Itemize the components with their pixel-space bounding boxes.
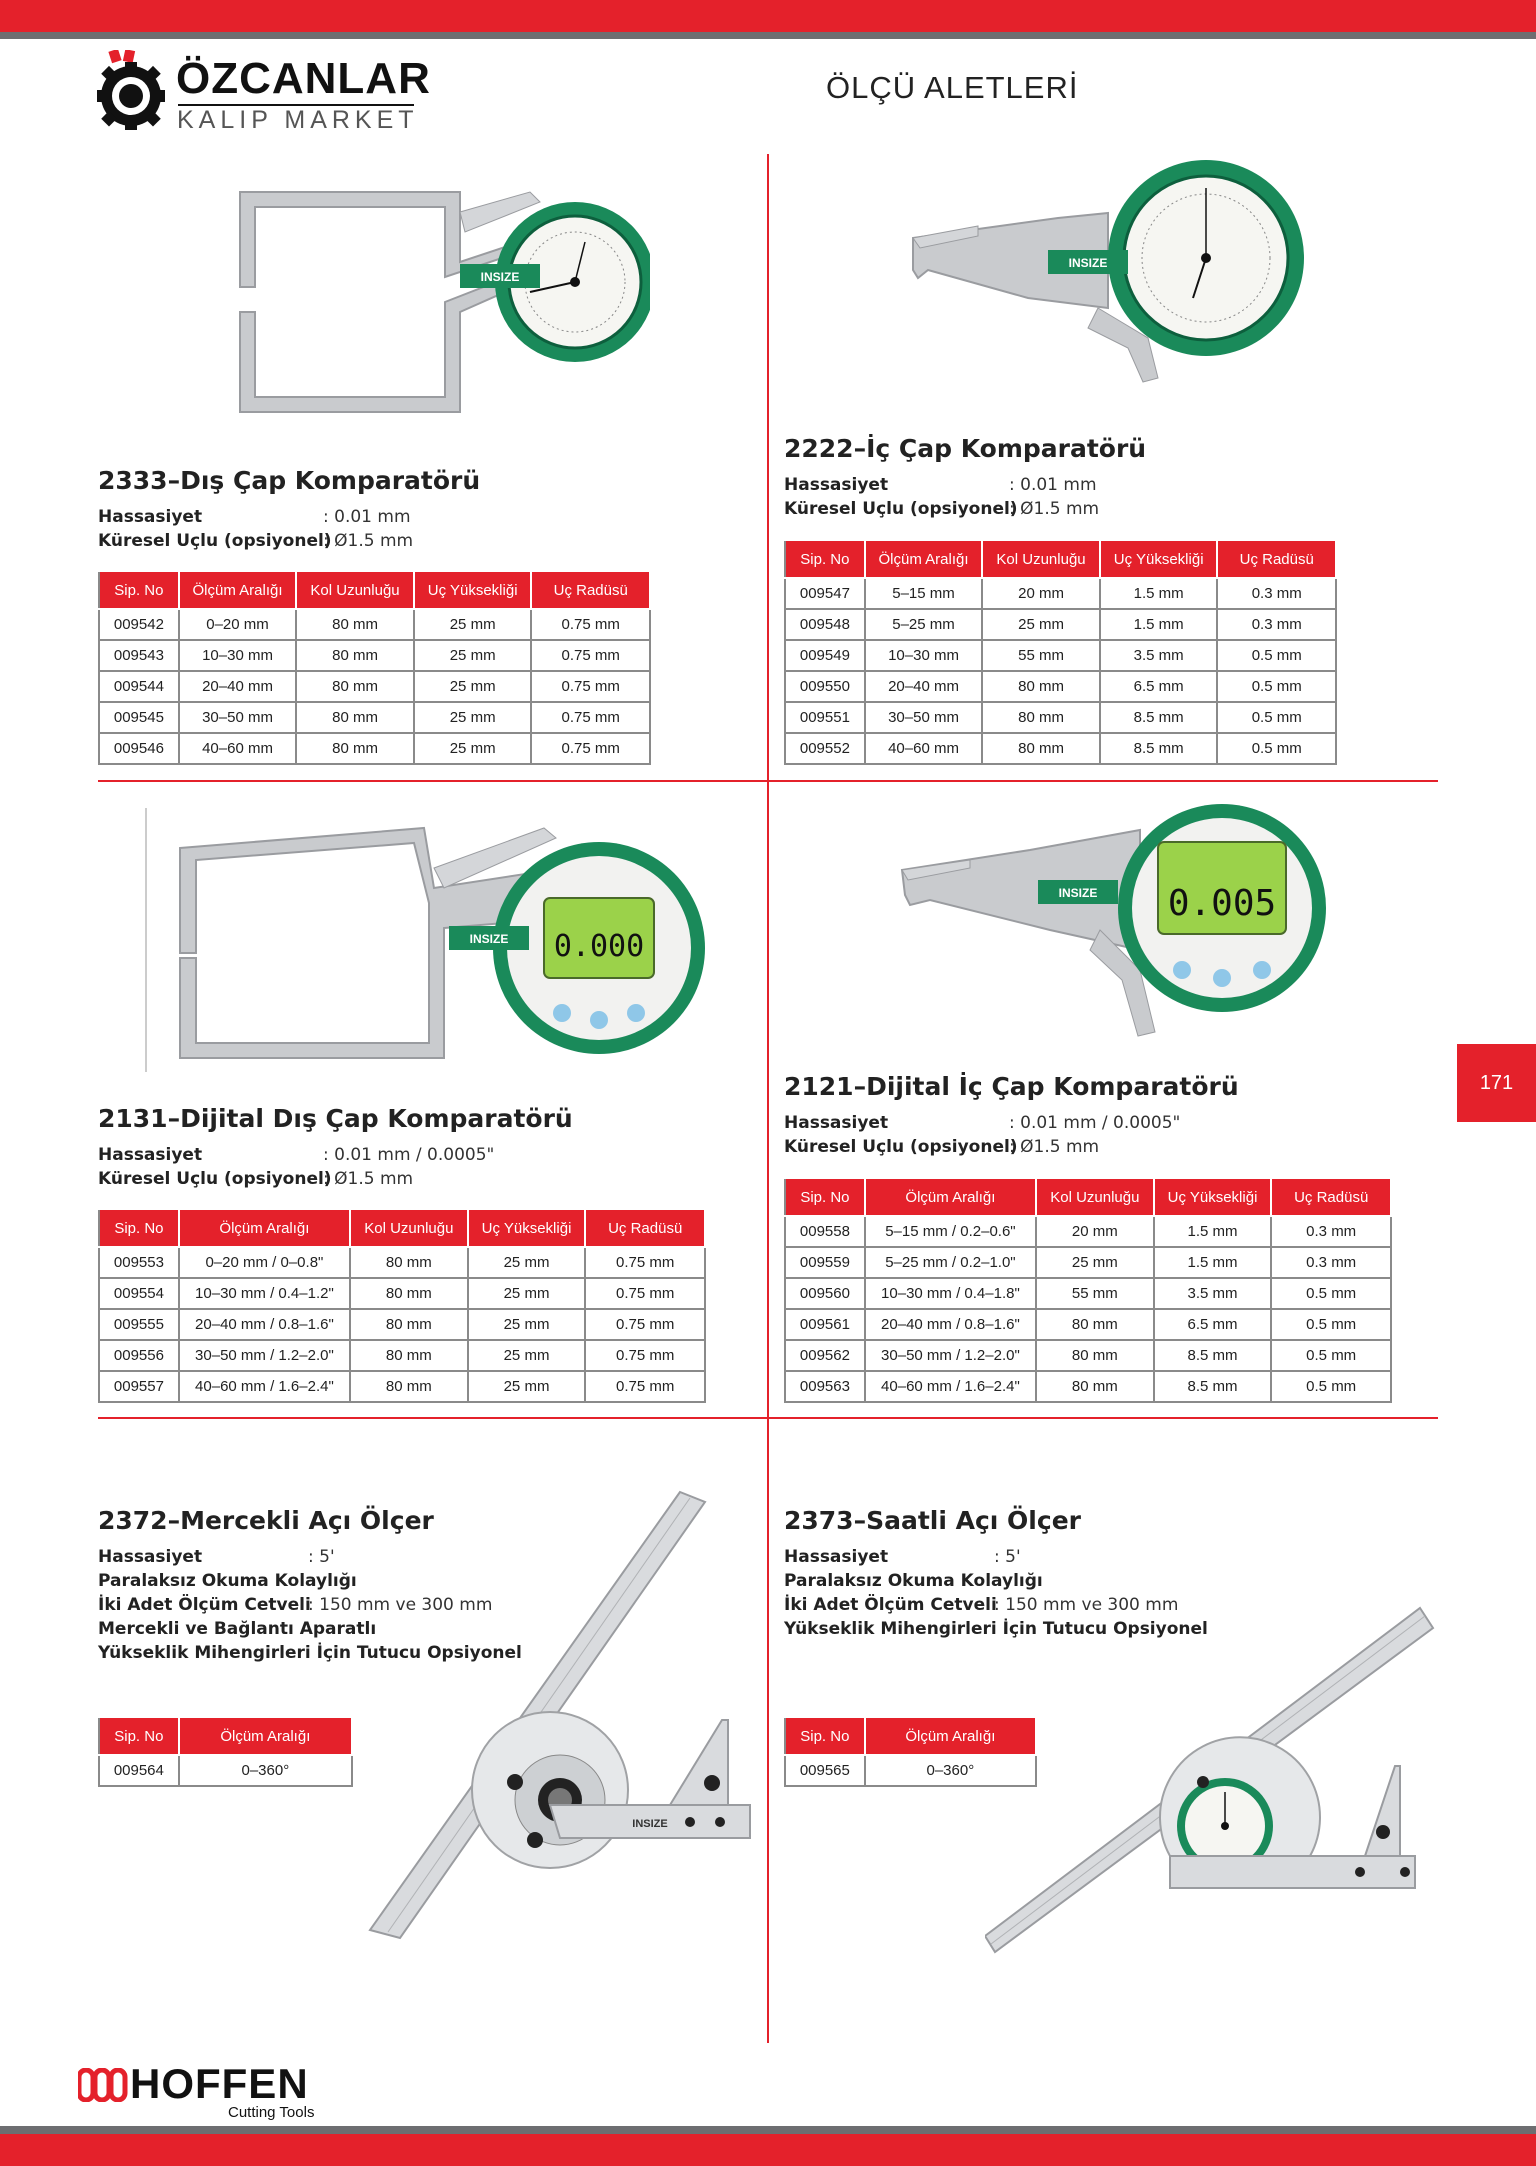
table-row xyxy=(785,1340,1391,1371)
spec-label: Küresel Uçlu (opsiyonel) xyxy=(98,1169,332,1189)
table-cell: 80 mm xyxy=(1036,1371,1154,1402)
table-cell: 009553 xyxy=(99,1247,179,1278)
product-table-2373 xyxy=(784,1716,1037,1787)
table-cell: 009559 xyxy=(785,1247,865,1278)
product-table-2121 xyxy=(784,1177,1392,1403)
table-cell: 3.5 mm xyxy=(1100,640,1218,671)
table-cell: 80 mm xyxy=(1036,1309,1154,1340)
column-header: Sip. No xyxy=(785,1178,865,1216)
column-header: Ölçüm Aralığı xyxy=(179,1717,352,1755)
column-divider-1 xyxy=(767,154,769,781)
table-cell: 80 mm xyxy=(296,609,414,640)
spec-row xyxy=(98,1593,522,1617)
table-cell: 0.5 mm xyxy=(1217,733,1336,764)
table-header-row xyxy=(785,1717,1036,1755)
spec-row xyxy=(98,1569,522,1593)
table-cell: 8.5 mm xyxy=(1100,702,1218,733)
table-row xyxy=(785,1216,1391,1247)
table-cell: 009565 xyxy=(785,1755,865,1786)
table-row xyxy=(99,702,650,733)
spec-row xyxy=(98,1617,522,1641)
table-cell: 80 mm xyxy=(1036,1340,1154,1371)
spec-row xyxy=(784,1617,1208,1641)
table-cell: 0–360° xyxy=(179,1755,352,1786)
table-cell: 10–30 mm xyxy=(865,640,982,671)
spec-label: Hassasiyet xyxy=(784,1547,889,1567)
column-header: Uç Yüksekliği xyxy=(1154,1178,1272,1216)
table-row xyxy=(785,1309,1391,1340)
bottom-red-bar xyxy=(0,2134,1536,2166)
table-cell: 30–50 mm xyxy=(865,702,982,733)
table-cell: 0.5 mm xyxy=(1217,702,1336,733)
product-title: 2373–Saatli Açı Ölçer xyxy=(784,1506,1081,1535)
gear-logo-icon xyxy=(96,50,172,130)
spec-row xyxy=(784,1111,1239,1135)
product-table-2333 xyxy=(98,570,651,765)
spec-label: Hassasiyet xyxy=(98,1547,203,1567)
table-row xyxy=(99,1309,705,1340)
table-cell: 8.5 mm xyxy=(1154,1371,1272,1402)
product-2372 xyxy=(98,1506,522,1665)
product-specs xyxy=(98,1545,522,1665)
table-cell: 0.5 mm xyxy=(1217,640,1336,671)
table-cell: 1.5 mm xyxy=(1100,578,1218,609)
spec-label: İki Adet Ölçüm Cetveli xyxy=(784,1595,997,1615)
product-2333 xyxy=(98,466,480,553)
table-cell: 009545 xyxy=(99,702,179,733)
table-cell: 009558 xyxy=(785,1216,865,1247)
table-cell: 009543 xyxy=(99,640,179,671)
column-header: Sip. No xyxy=(99,571,179,609)
table-row xyxy=(785,1755,1036,1786)
table-row xyxy=(785,671,1336,702)
table-cell: 25 mm xyxy=(414,640,532,671)
table-cell: 1.5 mm xyxy=(1154,1216,1272,1247)
table-cell: 0.75 mm xyxy=(585,1309,705,1340)
spec-label: Yükseklik Mihengirleri İçin Tutucu Opsiyonel xyxy=(784,1619,1208,1639)
table-cell: 009562 xyxy=(785,1340,865,1371)
table-row xyxy=(785,578,1336,609)
table-cell: 25 mm xyxy=(414,702,532,733)
table-row xyxy=(785,702,1336,733)
table-cell: 009560 xyxy=(785,1278,865,1309)
table-cell: 20 mm xyxy=(982,578,1100,609)
outer-dial-caliper-image xyxy=(230,172,650,422)
table-cell: 009546 xyxy=(99,733,179,764)
table-cell: 20–40 mm xyxy=(179,671,296,702)
column-header: Uç Yüksekliği xyxy=(1100,540,1218,578)
table-cell: 5–15 mm / 0.2–0.6" xyxy=(865,1216,1036,1247)
table-cell: 1.5 mm xyxy=(1154,1247,1272,1278)
spec-row xyxy=(98,1167,573,1191)
product-table-2222 xyxy=(784,539,1337,765)
table-cell: 20–40 mm / 0.8–1.6" xyxy=(865,1309,1036,1340)
table-cell: 40–60 mm xyxy=(179,733,296,764)
table-cell: 0.75 mm xyxy=(585,1371,705,1402)
column-header: Uç Radüsü xyxy=(1217,540,1336,578)
spec-row xyxy=(98,1143,573,1167)
table-cell: 1.5 mm xyxy=(1100,609,1218,640)
spec-value: : 0.01 mm xyxy=(1009,475,1097,495)
table-row xyxy=(785,1371,1391,1402)
table-cell: 20–40 mm / 0.8–1.6" xyxy=(179,1309,350,1340)
column-divider-3 xyxy=(767,1419,769,2043)
table-row xyxy=(785,609,1336,640)
table-row xyxy=(785,640,1336,671)
column-header: Ölçüm Aralığı xyxy=(865,540,982,578)
product-specs xyxy=(98,505,480,553)
column-header: Sip. No xyxy=(785,1717,865,1755)
table-cell: 009564 xyxy=(99,1755,179,1786)
column-header: Kol Uzunluğu xyxy=(1036,1178,1154,1216)
product-title: 2372–Mercekli Açı Ölçer xyxy=(98,1506,434,1535)
table-cell: 0.75 mm xyxy=(585,1340,705,1371)
table-cell: 80 mm xyxy=(296,733,414,764)
column-header: Uç Radüsü xyxy=(585,1209,705,1247)
hoffen-mark-icon xyxy=(78,2068,128,2102)
table-row xyxy=(99,1340,705,1371)
column-header: Ölçüm Aralığı xyxy=(179,1209,350,1247)
table-cell: 25 mm xyxy=(468,1278,586,1309)
column-header: Kol Uzunluğu xyxy=(296,571,414,609)
table-header-row xyxy=(99,1717,352,1755)
table-cell: 25 mm xyxy=(414,671,532,702)
table-cell: 80 mm xyxy=(350,1371,468,1402)
table-row xyxy=(785,733,1336,764)
table-row xyxy=(99,640,650,671)
table-cell: 009552 xyxy=(785,733,865,764)
table-row xyxy=(99,1371,705,1402)
table-cell: 30–50 mm / 1.2–2.0" xyxy=(179,1340,350,1371)
table-cell: 0.3 mm xyxy=(1217,609,1336,640)
table-row xyxy=(99,671,650,702)
spec-row xyxy=(98,529,480,553)
table-cell: 0–360° xyxy=(865,1755,1036,1786)
table-cell: 009554 xyxy=(99,1278,179,1309)
table-cell: 009548 xyxy=(785,609,865,640)
table-row xyxy=(99,733,650,764)
product-title: 2333–Dış Çap Komparatörü xyxy=(98,466,481,495)
table-cell: 25 mm xyxy=(468,1309,586,1340)
product-table-2372 xyxy=(98,1716,353,1787)
table-cell: 25 mm xyxy=(468,1371,586,1402)
product-specs xyxy=(784,1111,1239,1159)
table-cell: 20 mm xyxy=(1036,1216,1154,1247)
spec-row xyxy=(784,473,1146,497)
column-header: Uç Yüksekliği xyxy=(468,1209,586,1247)
insize-label: INSIZE xyxy=(469,932,509,946)
table-header-row xyxy=(99,571,650,609)
table-cell: 0.75 mm xyxy=(585,1278,705,1309)
spec-label: İki Adet Ölçüm Cetveli xyxy=(98,1595,311,1615)
inner-dial-caliper-image xyxy=(908,158,1318,394)
table-cell: 80 mm xyxy=(350,1278,468,1309)
spec-row xyxy=(784,1135,1239,1159)
table-cell: 0.75 mm xyxy=(531,702,650,733)
table-cell: 0.3 mm xyxy=(1217,578,1336,609)
product-2121 xyxy=(784,1072,1239,1159)
table-cell: 6.5 mm xyxy=(1154,1309,1272,1340)
spec-row xyxy=(98,1545,522,1569)
spec-row xyxy=(784,1569,1208,1593)
table-cell: 55 mm xyxy=(1036,1278,1154,1309)
page-title: ÖLÇÜ ALETLERİ xyxy=(826,70,1079,105)
table-cell: 009547 xyxy=(785,578,865,609)
table-cell: 10–30 mm / 0.4–1.8" xyxy=(865,1278,1036,1309)
table-cell: 40–60 mm / 1.6–2.4" xyxy=(865,1371,1036,1402)
spec-value: : 0.01 mm / 0.0005" xyxy=(323,1145,495,1165)
table-cell: 25 mm xyxy=(468,1247,586,1278)
table-cell: 009555 xyxy=(99,1309,179,1340)
spec-value: : Ø1.5 mm xyxy=(1009,1137,1100,1157)
table-cell: 80 mm xyxy=(982,702,1100,733)
table-cell: 6.5 mm xyxy=(1100,671,1218,702)
table-cell: 0.5 mm xyxy=(1271,1278,1391,1309)
table-cell: 5–25 mm / 0.2–1.0" xyxy=(865,1247,1036,1278)
table-cell: 0.5 mm xyxy=(1217,671,1336,702)
spec-row xyxy=(784,1593,1208,1617)
table-cell: 25 mm xyxy=(414,733,532,764)
dial-protractor-image xyxy=(985,1606,1435,1956)
insize-label: INSIZE xyxy=(1058,886,1098,900)
table-cell: 009563 xyxy=(785,1371,865,1402)
spec-label: Mercekli ve Bağlantı Aparatlı xyxy=(98,1619,377,1639)
table-cell: 009542 xyxy=(99,609,179,640)
table-cell: 80 mm xyxy=(296,702,414,733)
table-cell: 5–25 mm xyxy=(865,609,982,640)
spec-label: Hassasiyet xyxy=(784,1113,889,1133)
table-header-row xyxy=(785,540,1336,578)
spec-value: : Ø1.5 mm xyxy=(323,1169,414,1189)
table-cell: 0.75 mm xyxy=(531,609,650,640)
spec-row xyxy=(784,497,1146,521)
table-cell: 25 mm xyxy=(414,609,532,640)
spec-value: : Ø1.5 mm xyxy=(1009,499,1100,519)
spec-label: Paralaksız Okuma Kolaylığı xyxy=(98,1571,357,1591)
product-title: 2131–Dijital Dış Çap Komparatörü xyxy=(98,1104,573,1133)
hoffen-logo xyxy=(78,2060,338,2120)
table-cell: 8.5 mm xyxy=(1100,733,1218,764)
spec-label: Hassasiyet xyxy=(784,475,889,495)
insize-label: INSIZE xyxy=(1068,256,1108,270)
insize-label: INSIZE xyxy=(632,1818,668,1830)
spec-label: Küresel Uçlu (opsiyonel) xyxy=(784,1137,1018,1157)
table-cell: 80 mm xyxy=(982,733,1100,764)
table-cell: 3.5 mm xyxy=(1154,1278,1272,1309)
table-cell: 0.5 mm xyxy=(1271,1309,1391,1340)
table-cell: 8.5 mm xyxy=(1154,1340,1272,1371)
table-cell: 30–50 mm xyxy=(179,702,296,733)
spec-label: Hassasiyet xyxy=(98,1145,203,1165)
column-header: Sip. No xyxy=(785,540,865,578)
table-cell: 80 mm xyxy=(350,1340,468,1371)
column-header: Sip. No xyxy=(99,1209,179,1247)
brand-name: ÖZCANLAR xyxy=(176,54,431,103)
spec-value: : 5' xyxy=(994,1547,1021,1567)
column-header: Ölçüm Aralığı xyxy=(179,571,296,609)
table-cell: 80 mm xyxy=(296,671,414,702)
spec-row xyxy=(784,1545,1208,1569)
table-cell: 40–60 mm xyxy=(865,733,982,764)
table-row xyxy=(99,609,650,640)
table-cell: 0.3 mm xyxy=(1271,1216,1391,1247)
table-cell: 0.75 mm xyxy=(531,640,650,671)
table-row xyxy=(99,1755,352,1786)
table-row xyxy=(99,1247,705,1278)
top-grey-bar xyxy=(0,32,1536,39)
product-specs xyxy=(784,473,1146,521)
spec-value: : Ø1.5 mm xyxy=(323,531,414,551)
product-2222 xyxy=(784,434,1146,521)
table-cell: 55 mm xyxy=(982,640,1100,671)
product-title: 2222–İç Çap Komparatörü xyxy=(784,434,1147,463)
digital-outer-caliper-image xyxy=(144,808,714,1074)
spec-value: : 0.01 mm xyxy=(323,507,411,527)
table-cell: 80 mm xyxy=(982,671,1100,702)
table-cell: 009550 xyxy=(785,671,865,702)
table-cell: 80 mm xyxy=(350,1247,468,1278)
table-cell: 009561 xyxy=(785,1309,865,1340)
table-row xyxy=(785,1278,1391,1309)
table-cell: 0.75 mm xyxy=(531,671,650,702)
spec-label: Yükseklik Mihengirleri İçin Tutucu Opsiyonel xyxy=(98,1643,522,1663)
product-table-2131 xyxy=(98,1208,706,1403)
column-divider-2 xyxy=(767,782,769,1418)
footer-brand-sub: Cutting Tools xyxy=(228,2104,315,2121)
table-cell: 009551 xyxy=(785,702,865,733)
footer-brand-name: HOFFEN xyxy=(130,2060,309,2107)
spec-label: Hassasiyet xyxy=(98,507,203,527)
spec-label: Küresel Uçlu (opsiyonel) xyxy=(784,499,1018,519)
table-cell: 5–15 mm xyxy=(865,578,982,609)
table-cell: 80 mm xyxy=(350,1309,468,1340)
digital-display-reading: 0.005 xyxy=(1167,883,1277,924)
table-cell: 25 mm xyxy=(468,1340,586,1371)
table-cell: 20–40 mm xyxy=(865,671,982,702)
column-header: Sip. No xyxy=(99,1717,179,1755)
table-header-row xyxy=(785,1178,1391,1216)
table-header-row xyxy=(99,1209,705,1247)
product-specs xyxy=(98,1143,573,1191)
spec-row xyxy=(98,505,480,529)
digital-display-reading: 0.000 xyxy=(553,929,645,964)
bottom-grey-bar xyxy=(0,2126,1536,2134)
spec-value: : 150 mm ve 300 mm xyxy=(994,1595,1179,1615)
product-title: 2121–Dijital İç Çap Komparatörü xyxy=(784,1072,1239,1101)
spec-value: : 5' xyxy=(308,1547,335,1567)
table-cell: 0.75 mm xyxy=(585,1247,705,1278)
ozcanlar-logo xyxy=(96,50,431,140)
column-header: Uç Radüsü xyxy=(1271,1178,1391,1216)
column-header: Kol Uzunluğu xyxy=(982,540,1100,578)
table-cell: 25 mm xyxy=(1036,1247,1154,1278)
table-cell: 25 mm xyxy=(982,609,1100,640)
column-header: Kol Uzunluğu xyxy=(350,1209,468,1247)
spec-value: : 0.01 mm / 0.0005" xyxy=(1009,1113,1181,1133)
table-cell: 009549 xyxy=(785,640,865,671)
spec-label: Küresel Uçlu (opsiyonel) xyxy=(98,531,332,551)
table-cell: 10–30 mm / 0.4–1.2" xyxy=(179,1278,350,1309)
table-cell: 0.5 mm xyxy=(1271,1340,1391,1371)
product-2131 xyxy=(98,1104,573,1191)
spec-row xyxy=(98,1641,522,1665)
table-cell: 0.3 mm xyxy=(1271,1247,1391,1278)
table-cell: 009544 xyxy=(99,671,179,702)
table-row xyxy=(99,1278,705,1309)
table-cell: 0.75 mm xyxy=(531,733,650,764)
table-cell: 0.5 mm xyxy=(1271,1371,1391,1402)
column-header: Ölçüm Aralığı xyxy=(865,1717,1036,1755)
table-cell: 30–50 mm / 1.2–2.0" xyxy=(865,1340,1036,1371)
table-cell: 0–20 mm xyxy=(179,609,296,640)
table-cell: 009557 xyxy=(99,1371,179,1402)
table-cell: 80 mm xyxy=(296,640,414,671)
column-header: Ölçüm Aralığı xyxy=(865,1178,1036,1216)
digital-inner-caliper-image xyxy=(900,800,1330,1040)
page-number-tab: 171 xyxy=(1457,1044,1536,1122)
spec-value: : 150 mm ve 300 mm xyxy=(308,1595,493,1615)
table-cell: 10–30 mm xyxy=(179,640,296,671)
product-2373 xyxy=(784,1506,1208,1641)
column-header: Uç Yüksekliği xyxy=(414,571,532,609)
insize-label: INSIZE xyxy=(480,270,520,284)
product-specs xyxy=(784,1545,1208,1641)
top-red-bar xyxy=(0,0,1536,32)
brand-sub: KALIP MARKET xyxy=(177,106,419,134)
table-cell: 40–60 mm / 1.6–2.4" xyxy=(179,1371,350,1402)
table-cell: 009556 xyxy=(99,1340,179,1371)
table-cell: 0–20 mm / 0–0.8" xyxy=(179,1247,350,1278)
table-row xyxy=(785,1247,1391,1278)
column-header: Uç Radüsü xyxy=(531,571,650,609)
spec-label: Paralaksız Okuma Kolaylığı xyxy=(784,1571,1043,1591)
